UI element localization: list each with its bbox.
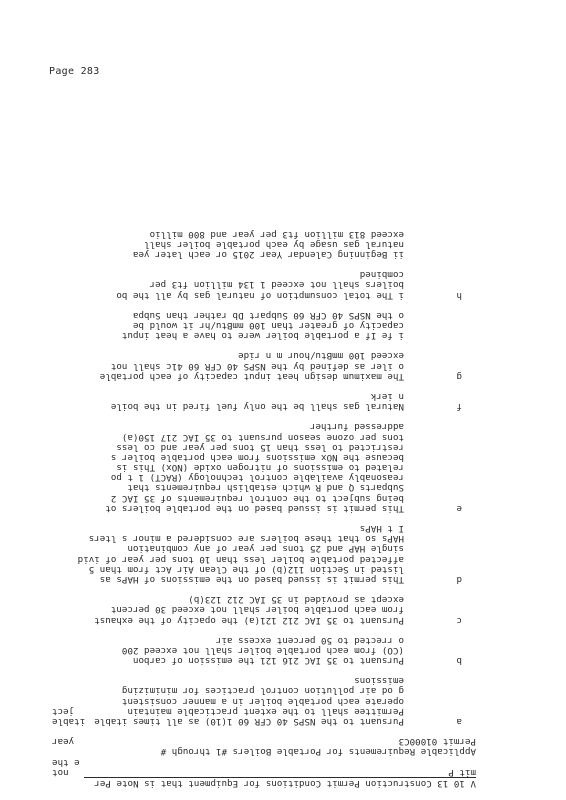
condition-line: The maximum design heat input capacity of each portable g xyxy=(99,370,462,382)
condition-line: tons per ozone season pursuant to 35 IAC 217 150(a) xyxy=(121,431,404,443)
header-line: V 10 13 Construction Permit Conditions for Equipment that is Note Per xyxy=(84,777,476,788)
condition-line: Subparts Q and R which establish requirements that xyxy=(127,482,404,494)
condition-line: ii Beginning Calendar Year 2015 or each later yea xyxy=(132,249,404,261)
condition-paragraph xyxy=(52,665,476,728)
condition-line: g od air pollution control practices for minimizing xyxy=(121,685,404,697)
condition-paragraph xyxy=(84,381,476,411)
condition-line: addressed further xyxy=(309,421,404,433)
flipped-document-body xyxy=(52,98,476,789)
condition-line: This permit is issued based on the portable boilers ot e xyxy=(105,502,462,514)
condition-marker: a xyxy=(456,716,462,728)
condition-line: natural gas usage by each portable boiler shall xyxy=(144,238,404,250)
condition-line: being subject to the control requirements of 35 IAC 2 xyxy=(110,492,404,504)
condition-line: from each portable boiler shall not exceed 30 percent xyxy=(110,604,404,616)
condition-line: operate each portable boiler in a manner consistent xyxy=(121,695,404,707)
condition-paragraph xyxy=(84,219,476,260)
condition-line: i fe If a portable boiler were to have a heat input xyxy=(121,330,404,342)
condition-line: related to emissions of nitrogen oxide (NOx) This is xyxy=(116,462,404,474)
section-heading: Applicable Requirements for Portable Boilers #1 through # xyxy=(160,746,476,758)
condition-paragraph xyxy=(84,340,476,381)
condition-marker: d xyxy=(456,574,462,585)
condition-line: affected portable boiler less than 10 tons per year of ivid xyxy=(77,553,404,565)
condition-line: Pursuant to the NSPS 40 CFR 60 1(10) as all times itable a itable xyxy=(52,716,462,728)
condition-line: o rrected to 50 percent excess air xyxy=(215,634,404,646)
condition-line: This permit is issued based on the emissions of HAPs as d xyxy=(99,574,462,585)
condition-marker: h xyxy=(456,289,462,301)
condition-line: Pursuant to 35 IAC 216 121 the emission of carbon b xyxy=(132,655,462,667)
condition-line: I t HAPs xyxy=(359,523,404,535)
condition-line: restricted to less than 15 tons per year and co less xyxy=(116,441,404,453)
margin-fragment: not xyxy=(52,766,69,778)
condition-paragraph xyxy=(84,300,476,341)
condition-marker: b xyxy=(456,655,462,667)
condition-paragraph xyxy=(77,513,476,585)
condition-list xyxy=(52,219,476,728)
header-line: mit P not xyxy=(52,766,476,778)
condition-paragraph xyxy=(84,411,476,513)
condition-line: n ierk xyxy=(370,391,404,402)
condition-line: exceed 813 million ft3 per year and 800 millio xyxy=(149,228,404,240)
condition-line: emissions xyxy=(354,675,404,687)
condition-line: single HAP and 25 tons per year of any combination xyxy=(127,543,404,555)
condition-line: Pursuant to 35 IAC 212 121(a) the opacity of the exhaust c xyxy=(94,614,462,626)
condition-marker: e xyxy=(456,502,462,514)
header-line xyxy=(52,756,476,768)
permit-number: Permit 01000C3 year xyxy=(52,736,476,748)
condition-marker: f xyxy=(456,401,462,413)
condition-marker: g xyxy=(456,370,462,382)
condition-paragraph xyxy=(84,625,476,666)
condition-line: combined xyxy=(359,269,404,281)
page-number-label: Page 283 xyxy=(49,66,100,77)
condition-line: except as provided in 35 IAC 212 123(b) xyxy=(188,594,404,606)
margin-fragment: year xyxy=(52,736,75,748)
condition-line: o iler as defined by the NSPS 40 CFR 60 41c shall not xyxy=(110,360,404,372)
condition-line: because the NOx emissions from each portable boiler s xyxy=(110,451,404,463)
condition-line: (CO) from each portable boiler shall not exceed 200 xyxy=(121,644,404,656)
condition-marker: c xyxy=(456,614,462,626)
condition-line: reasonably available control technology (RACT) 1 t po xyxy=(110,472,404,484)
condition-line: exceed 100 mmBtu/hour m n ride xyxy=(238,350,404,362)
margin-fragment: ject xyxy=(52,705,75,717)
condition-line: o the NSPS 40 CFR 60 Subpart Db rather than Subpa xyxy=(132,309,404,321)
condition-line: i The total consumption of natural gas by all the bo h xyxy=(116,289,462,301)
margin-fragment: itable xyxy=(52,716,86,728)
condition-line: Natural gas shall be the only fuel fired in the boile f xyxy=(110,401,462,413)
condition-line: listed in Section 112(b) of the Clean Air Act from than 5 xyxy=(88,563,404,575)
condition-line: boilers shall not exceed 1 134 million ft3 per xyxy=(149,279,404,291)
condition-line: HAPs so that these boilers are considered a minor s lters xyxy=(88,533,404,545)
condition-line: Permittee shall to the extent practicable maintain ject xyxy=(52,705,404,717)
condition-paragraph xyxy=(84,259,476,300)
condition-paragraph xyxy=(84,584,476,625)
margin-fragment: e the xyxy=(52,756,80,768)
condition-line: capacity of greater than 100 mmBtu/hr it would be xyxy=(132,320,404,332)
